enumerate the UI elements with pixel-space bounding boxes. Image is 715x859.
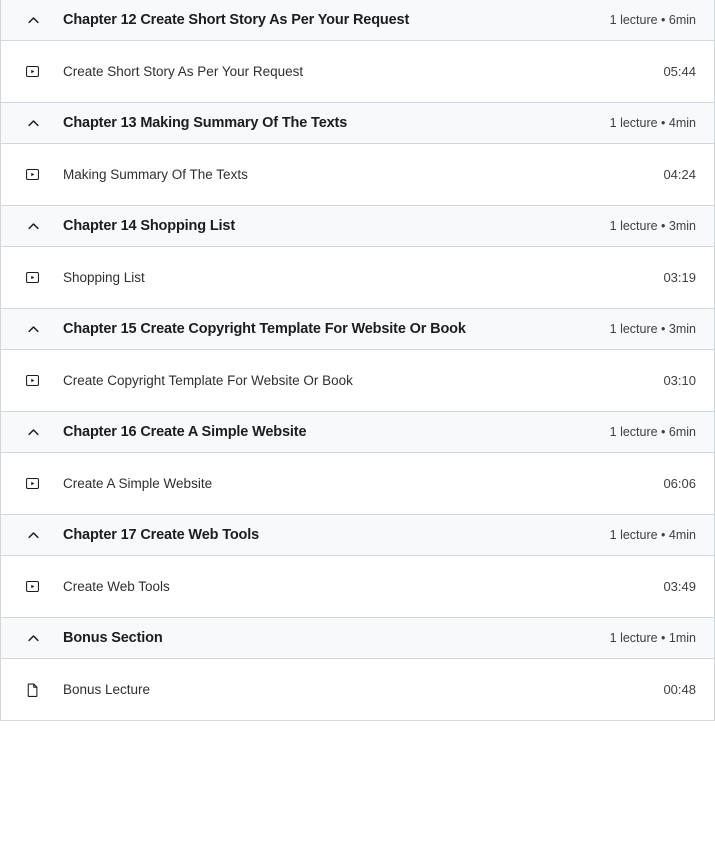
section-meta: 1 lecture • 1min [609,631,696,645]
lecture-duration: 03:10 [663,373,696,388]
section-title: Chapter 13 Making Summary Of The Texts [63,115,348,131]
curriculum-section [1,411,714,514]
lecture-title: Making Summary Of The Texts [63,167,248,182]
lecture-duration: 04:24 [663,167,696,182]
section-header[interactable] [1,0,714,41]
section-meta: 1 lecture • 3min [609,322,696,336]
section-title: Chapter 12 Create Short Story As Per Your Request [63,12,410,28]
chevron-up-icon[interactable] [23,219,43,234]
curriculum-section [1,0,714,102]
video-play-icon [23,476,41,491]
curriculum-section [1,617,714,720]
section-meta: 1 lecture • 4min [609,116,696,130]
lecture-row[interactable] [1,350,714,411]
lecture-title: Create Web Tools [63,579,170,594]
document-icon [23,682,41,698]
lecture-duration: 06:06 [663,476,696,491]
lecture-duration: 00:48 [663,682,696,697]
curriculum-section [1,205,714,308]
lecture-duration: 03:19 [663,270,696,285]
chevron-up-icon[interactable] [23,631,43,646]
section-title: Bonus Section [63,630,163,646]
section-header[interactable] [1,412,714,453]
lecture-row[interactable] [1,659,714,720]
curriculum-section [1,102,714,205]
chevron-up-icon[interactable] [23,13,43,28]
video-play-icon [23,579,41,594]
video-play-icon [23,167,41,182]
lecture-title: Shopping List [63,270,145,285]
lecture-row[interactable] [1,453,714,514]
chevron-up-icon[interactable] [23,116,43,131]
section-meta: 1 lecture • 3min [609,219,696,233]
chevron-up-icon[interactable] [23,425,43,440]
section-title: Chapter 17 Create Web Tools [63,527,260,543]
video-play-icon [23,373,41,388]
video-play-icon [23,270,41,285]
lecture-duration: 05:44 [663,64,696,79]
section-title: Chapter 16 Create A Simple Website [63,424,307,440]
lecture-row[interactable] [1,41,714,102]
lecture-duration: 03:49 [663,579,696,594]
lecture-title: Create A Simple Website [63,476,213,491]
section-header[interactable] [1,103,714,144]
chevron-up-icon[interactable] [23,528,43,543]
lecture-title: Bonus Lecture [63,682,151,697]
section-title: Chapter 14 Shopping List [63,218,236,234]
curriculum-section [1,514,714,617]
section-header[interactable] [1,515,714,556]
video-play-icon [23,64,41,79]
section-meta: 1 lecture • 6min [609,13,696,27]
chevron-up-icon[interactable] [23,322,43,337]
section-meta: 1 lecture • 6min [609,425,696,439]
lecture-row[interactable] [1,247,714,308]
curriculum-section [1,308,714,411]
section-header[interactable] [1,618,714,659]
section-title: Chapter 15 Create Copyright Template For Website Or Book [63,321,466,337]
section-meta: 1 lecture • 4min [609,528,696,542]
section-header[interactable] [1,206,714,247]
lecture-row[interactable] [1,144,714,205]
lecture-row[interactable] [1,556,714,617]
lecture-title: Create Short Story As Per Your Request [63,64,304,79]
lecture-title: Create Copyright Template For Website Or Book [63,373,353,388]
section-header[interactable] [1,309,714,350]
